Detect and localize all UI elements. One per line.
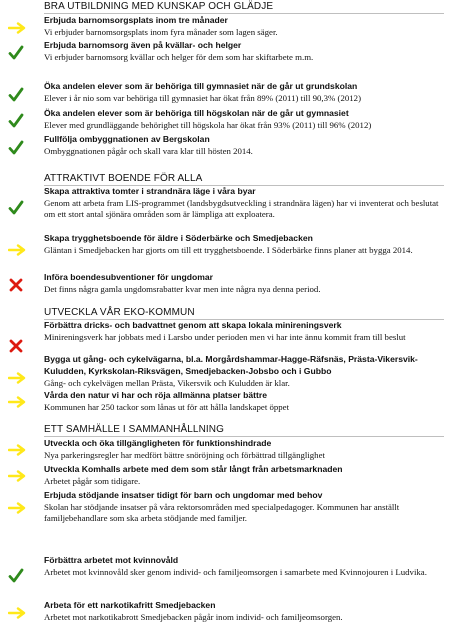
- item-body: Kommunen har 250 tackor som lånas ut för att hålla landskapet öppet: [44, 402, 290, 412]
- item-heading: Skapa trygghetsboende för äldre i Söderbärke och Smedjebacken: [44, 233, 313, 243]
- item-heading: Utveckla och öka tillgängligheten för funktionshindrade: [44, 438, 272, 448]
- status-arrow-icon: [8, 502, 26, 518]
- status-check-icon: [8, 113, 26, 129]
- item-body: Elever i år nio som var behöriga till gymnasiet har ökat från 89% (2011) till 90,3% (2012): [44, 93, 362, 103]
- status-arrow-icon: [8, 22, 26, 38]
- status-arrow-icon: [8, 607, 26, 623]
- item-body: Arbetet pågår som tidigare.: [44, 476, 141, 486]
- item-body: Ombyggnationen pågår och skall vara klar till hösten 2014.: [44, 146, 253, 156]
- item-heading: Arbeta för ett narkotikafritt Smedjebacken: [44, 600, 216, 610]
- item-body: Gång- och cykelvägen mellan Prästa, Vikersvik och Kuludden är klar.: [44, 378, 290, 388]
- item-body: Genom att arbeta fram LIS-programmet (landsbygdsutveckling i strandnära lägen) har vi inventerat och beslutat om ett stort antal sjönära områden som är lämpliga att exploatera.: [44, 198, 439, 219]
- status-check-icon: [8, 140, 26, 156]
- item-body: Vi erbjuder barnomsorgsplats inom fyra månader som lagen säger.: [44, 27, 278, 37]
- item-heading: Öka andelen elever som är behöriga till gymnasiet när de går ut grundskolan: [44, 81, 358, 91]
- item-heading: Erbjuda barnomsorgsplats inom tre månader: [44, 15, 228, 25]
- status-arrow-icon: [8, 244, 26, 260]
- status-arrow-icon: [8, 372, 26, 388]
- status-cross-icon: [8, 338, 26, 354]
- item-heading: Erbjuda stödjande insatser tidigt för barn och ungdomar med behov: [44, 490, 323, 500]
- item-body: Gläntan i Smedjebacken har gjorts om till ett trygghetsboende. I Söderbärke finns planer att bygga 2014.: [44, 245, 413, 255]
- item-body: Skolan har stödjande insatser på våra rektorsområden med specialpedagoger. Kommunen har anställt familjebehandlare som ska arbeta stödjande med familjer.: [44, 502, 400, 523]
- item-heading: Fullfölja ombyggnationen av Bergskolan: [44, 134, 210, 144]
- item-body: Minireningsverk har jobbats med i Larsbo under perioden men vi har inte ännu kommit fram till beslut: [44, 332, 406, 342]
- item-body: Elever med grundläggande behörighet till högskola har ökat från 93% (2011) till 96% (2012): [44, 120, 372, 130]
- status-arrow-icon: [8, 470, 26, 486]
- item-body: Vi erbjuder barnomsorg kvällar och helger för dem som har skiftarbete m.m.: [44, 52, 314, 62]
- item-heading: Vårda den natur vi har och röja allmänna platser bättre: [44, 390, 268, 400]
- item-body: Nya parkeringsregler har medfört bättre snöröjning och förbättrad tillgänglighet: [44, 450, 325, 460]
- item-body: Arbetet mot narkotikabrott Smedjebacken pågår inom individ- och familjeomsorgen.: [44, 612, 343, 622]
- item-heading: Förbättra dricks- och badvattnet genom att skapa lokala minireningsverk: [44, 320, 342, 330]
- item-heading: Skapa attraktiva tomter i strandnära läge i våra byar: [44, 186, 256, 196]
- item-heading: Förbättra arbetet mot kvinnovåld: [44, 555, 179, 565]
- item-heading: Öka andelen elever som är behöriga till högskolan när de går ut gymnasiet: [44, 108, 349, 118]
- item-body: Arbetet mot kvinnovåld sker genom individ- och familjeomsorgen i samarbete med Kvinnojouren i Ludvika.: [44, 567, 427, 577]
- status-check-icon: [8, 87, 26, 103]
- status-cross-icon: [8, 277, 26, 293]
- status-check-icon: [8, 200, 26, 216]
- status-arrow-icon: [8, 396, 26, 412]
- section-title: ATTRAKTIVT BOENDE FÖR ALLA: [44, 173, 444, 186]
- section-title: ETT SAMHÄLLE I SAMMANHÅLLNING: [44, 424, 444, 437]
- item-heading: Införa boendesubventioner för ungdomar: [44, 272, 214, 282]
- status-check-icon: [8, 568, 26, 584]
- section-title: BRA UTBILDNING MED KUNSKAP OCH GLÄDJE: [44, 1, 444, 14]
- item-heading: Utveckla Komhalls arbete med dem som står långt från arbetsmarknaden: [44, 464, 343, 474]
- status-arrow-icon: [8, 444, 26, 460]
- item-body: Det finns några gamla ungdomsrabatter kvar men inte några nya denna period.: [44, 284, 321, 294]
- item-heading: Bygga ut gång- och cykelvägarna, bl.a. Morgårdshammar-Hagge-Räfsnäs, Prästa-Vikersvik-Kuludden, Kyrkskolan-Riksvägen, Smedjebacken-Jobsbo och i Gubbo: [44, 354, 418, 376]
- item-heading: Erbjuda barnomsorg även på kvällar- och helger: [44, 40, 242, 50]
- section-title: UTVECKLA VÅR EKO-KOMMUN: [44, 307, 444, 320]
- status-check-icon: [8, 45, 26, 61]
